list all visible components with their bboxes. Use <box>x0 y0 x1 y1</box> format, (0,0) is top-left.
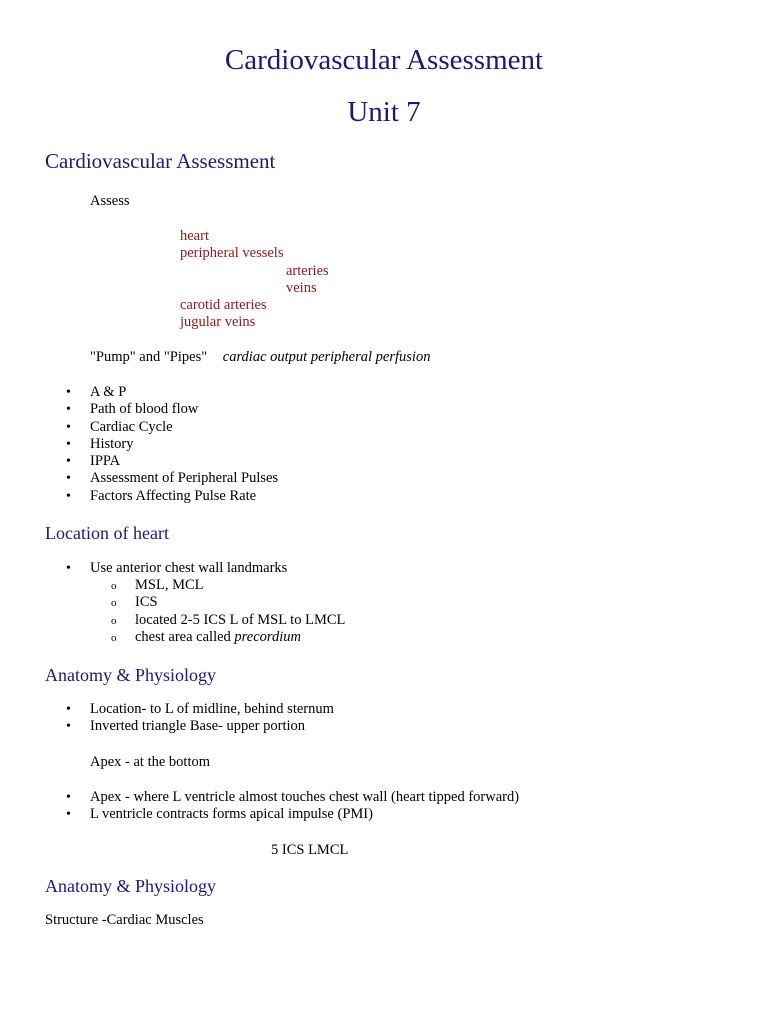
anatomy-bullet-list-a <box>90 701 334 736</box>
pump-pipes-text: "Pump" and "Pipes" <box>90 349 208 365</box>
list-item: • Use anterior chest wall landmarks <box>90 560 287 577</box>
sub-item-italic: precordium <box>234 628 302 645</box>
document-title: Cardiovascular Assessment <box>224 44 544 76</box>
assess-item-peripheral-vessels: peripheral vessels <box>180 245 284 261</box>
assess-item-arteries: arteries <box>286 263 329 279</box>
sub-list-item: o ICS <box>135 594 345 611</box>
overview-bullet-list <box>90 384 278 505</box>
structure-line: Structure -Cardiac Muscles <box>45 912 204 928</box>
list-item: • Location- to L of midline, behind sternum <box>90 701 334 718</box>
location-bullet-list <box>90 560 287 577</box>
list-item: • Assessment of Peripheral Pulses <box>90 470 278 487</box>
list-item: • IPPA <box>90 453 278 470</box>
list-item: • L ventricle contracts forms apical impulse (PMI) <box>90 806 519 823</box>
sub-list-item: o MSL, MCL <box>135 577 345 594</box>
assess-item-heart: heart <box>180 228 209 244</box>
pump-pipes-note: cardiac output peripheral perfusion <box>222 349 431 365</box>
list-item: • Cardiac Cycle <box>90 419 278 436</box>
assess-item-jugular-veins: jugular veins <box>180 314 256 330</box>
assess-item-veins: veins <box>286 280 317 296</box>
sub-list-item: o located 2-5 ICS L of MSL to LMCL <box>135 612 345 629</box>
assess-label: Assess <box>90 193 130 209</box>
pump-pipes-line <box>90 349 430 366</box>
list-item: • Path of blood flow <box>90 401 278 418</box>
sub-item-prefix: chest area called <box>135 628 235 645</box>
anatomy-bullet-list-b <box>90 789 519 824</box>
location-sub-list <box>135 577 345 646</box>
document-subtitle: Unit 7 <box>347 96 421 128</box>
section-heading-cardiovascular-assessment: Cardiovascular Assessment <box>45 149 276 173</box>
list-item: • A & P <box>90 384 278 401</box>
list-item: • Inverted triangle Base- upper portion <box>90 718 334 735</box>
section-heading-anatomy-physiology-2: Anatomy & Physiology <box>45 876 217 896</box>
section-heading-anatomy-physiology: Anatomy & Physiology <box>45 665 217 685</box>
list-item: • Factors Affecting Pulse Rate <box>90 488 278 505</box>
list-item: • History <box>90 436 278 453</box>
sub-list-item <box>135 629 345 646</box>
pmi-location-note: 5 ICS LMCL <box>271 842 349 858</box>
assess-item-carotid-arteries: carotid arteries <box>180 297 267 313</box>
list-item: • Apex - where L ventricle almost touches chest wall (heart tipped forward) <box>90 789 519 806</box>
apex-line: Apex - at the bottom <box>90 754 211 770</box>
section-heading-location-of-heart: Location of heart <box>45 523 169 543</box>
